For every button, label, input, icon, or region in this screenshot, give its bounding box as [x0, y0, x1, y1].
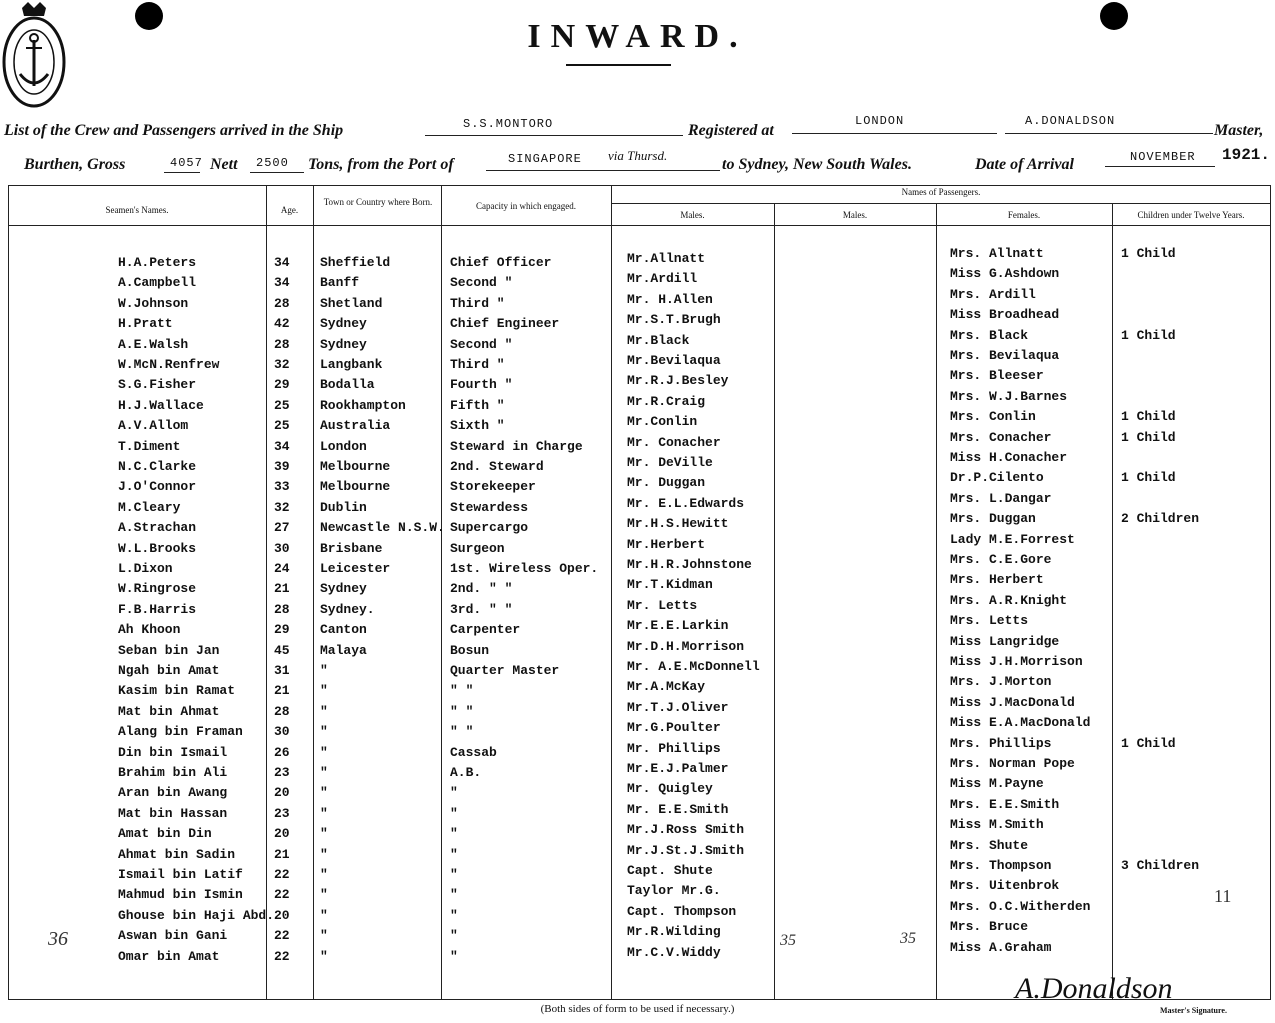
document-title: INWARD. — [527, 18, 748, 55]
seaman-capacity: Steward in Charge — [450, 438, 583, 454]
seaman-birthplace: " — [320, 948, 328, 964]
via-handwritten: via Thursd. — [608, 148, 668, 163]
seaman-age: 23 — [274, 805, 290, 821]
seaman-capacity: " " — [450, 683, 474, 699]
col-header-capacity: Capacity in which engaged. — [476, 201, 576, 211]
seaman-age: 21 — [274, 846, 290, 862]
seaman-capacity: " — [450, 805, 458, 821]
male-passenger: Mr. A.E.McDonnell — [627, 659, 760, 674]
seaman-birthplace: " — [320, 765, 328, 780]
seaman-name: Seban bin Jan — [118, 642, 220, 658]
seaman-name: Mahmud bin Ismin — [118, 887, 243, 903]
female-passenger: Miss J.MacDonald — [950, 694, 1075, 710]
seaman-birthplace: Sydney — [320, 336, 367, 352]
tons-label: Tons, from the Port of — [308, 156, 454, 173]
seaman-age: 34 — [274, 275, 290, 291]
seaman-age: 22 — [274, 928, 290, 944]
seaman-capacity: Fifth " — [450, 397, 505, 413]
seaman-name: J.O'Connor — [118, 479, 197, 495]
male-passenger: Mr. Phillips — [627, 740, 721, 756]
anchor-seal-icon — [0, 0, 70, 112]
seaman-name: A.Strachan — [118, 520, 197, 536]
master-name: A.DONALDSON — [1025, 114, 1116, 128]
seaman-birthplace: " — [320, 703, 328, 719]
seaman-name: Brahim bin Ali — [118, 765, 228, 780]
seaman-age: 28 — [274, 601, 290, 617]
children-total-handwritten: 11 — [1214, 886, 1232, 906]
seaman-name: Ahmat bin Sadin — [118, 846, 236, 862]
seaman-name: A.V.Allom — [118, 418, 189, 434]
seaman-capacity: Second " — [450, 275, 513, 291]
gross-tons: 4057 — [170, 156, 203, 170]
seaman-capacity: " " — [450, 724, 474, 740]
female-passenger: Miss E.A.MacDonald — [950, 715, 1091, 731]
seaman-birthplace: Sydney — [320, 581, 367, 597]
female-passenger: Miss Broadhead — [950, 307, 1060, 323]
female-passenger: Mrs. E.E.Smith — [950, 796, 1060, 812]
seaman-birthplace: " — [320, 846, 328, 862]
seaman-age: 34 — [274, 255, 290, 270]
male-passenger: Mr. E.L.Edwards — [627, 495, 745, 511]
male-passenger: Capt. Thompson — [627, 903, 737, 919]
seaman-name: W.L.Brooks — [118, 540, 197, 556]
arrival-year: 1921. — [1222, 146, 1271, 164]
col-header-age: Age. — [280, 205, 299, 215]
seaman-name: A.E.Walsh — [118, 336, 189, 352]
seaman-birthplace: Banff — [320, 275, 360, 291]
seaman-name: Ah Khoon — [118, 622, 181, 638]
male-passenger: Mr.H.S.Hewitt — [627, 516, 729, 532]
seaman-capacity: " — [450, 826, 458, 842]
male-passenger: Mr. Conacher — [627, 434, 721, 450]
male-passenger: Mr. E.E.Smith — [627, 801, 729, 817]
seaman-birthplace: Melbourne — [320, 479, 391, 495]
male-passenger: Mr. Duggan — [627, 475, 706, 491]
seaman-age: 39 — [274, 459, 290, 474]
port-name: SINGAPORE — [508, 152, 582, 166]
children-count: 1 Child — [1121, 429, 1176, 445]
female-passenger: Mrs. W.J.Barnes — [950, 388, 1068, 404]
seaman-birthplace: Brisbane — [320, 540, 383, 556]
seaman-name: Amat bin Din — [118, 826, 212, 842]
seaman-age: 42 — [274, 316, 290, 332]
seaman-name: W.Johnson — [118, 295, 189, 311]
seaman-capacity: Sixth " — [450, 418, 505, 434]
seaman-birthplace: " — [320, 683, 328, 699]
registered-label: Registered at — [688, 122, 774, 139]
seaman-birthplace: " — [320, 724, 328, 740]
col-header-born: Town or Country where Born. — [323, 197, 433, 207]
seaman-capacity: " — [450, 846, 458, 862]
seaman-capacity: Surgeon — [450, 540, 505, 556]
female-passenger: Mrs. Herbert — [950, 572, 1044, 588]
female-passenger: Miss M.Payne — [950, 776, 1044, 792]
seaman-birthplace: Leicester — [320, 561, 391, 576]
seaman-birthplace: " — [320, 887, 328, 903]
seaman-birthplace: Malaya — [320, 642, 367, 658]
seaman-name: Alang bin Framan — [118, 724, 243, 740]
female-passenger: Mrs. Conacher — [950, 429, 1052, 445]
female-passenger: Mrs. Norman Pope — [950, 756, 1075, 771]
female-passenger: Miss M.Smith — [950, 817, 1044, 833]
seaman-birthplace: Sydney — [320, 316, 367, 332]
male-passenger: Mr. DeVille — [627, 455, 713, 470]
seaman-capacity: Supercargo — [450, 520, 529, 536]
seaman-capacity: Storekeeper — [450, 479, 536, 495]
seaman-name: Omar bin Amat — [118, 948, 220, 964]
seaman-capacity: Stewardess — [450, 499, 529, 515]
children-count: 2 Children — [1121, 511, 1200, 527]
seaman-age: 20 — [274, 907, 290, 923]
col-header-passengers: Names of Passengers. — [901, 187, 981, 197]
seaman-name: H.A.Peters — [118, 255, 197, 270]
col-header-children: Children under Twelve Years. — [1137, 210, 1245, 220]
male-passenger: Mr. Quigley — [627, 781, 713, 797]
col-header-males: Males. — [680, 210, 705, 220]
crew-total-handwritten: 36 — [48, 928, 68, 950]
master-signature: A.Donaldson — [1015, 972, 1173, 1005]
children-count: 1 Child — [1121, 470, 1176, 486]
seaman-capacity: Chief Officer — [450, 255, 552, 270]
seaman-birthplace: " — [320, 663, 328, 678]
male-passenger: Mr.J.Ross Smith — [627, 822, 745, 838]
seaman-birthplace: " — [320, 826, 328, 842]
seaman-birthplace: " — [320, 867, 328, 882]
seaman-age: 25 — [274, 397, 290, 413]
seaman-capacity: " — [450, 867, 458, 882]
col-header-males: Males. — [842, 210, 868, 220]
seaman-capacity: " " — [450, 703, 474, 719]
female-passenger: Mrs. C.E.Gore — [950, 552, 1052, 567]
male-passenger: Mr. Letts — [627, 597, 698, 613]
male-passenger: Mr.G.Poulter — [627, 720, 721, 736]
arrival-label: Date of Arrival — [975, 156, 1074, 173]
col-header-females: Females. — [1007, 210, 1041, 220]
seaman-birthplace: Shetland — [320, 295, 383, 311]
seaman-age: 34 — [274, 438, 290, 454]
female-passenger: Mrs. Shute — [950, 837, 1029, 853]
seaman-name: M.Cleary — [118, 499, 181, 515]
seaman-age: 24 — [274, 561, 290, 576]
seaman-name: Ghouse bin Haji Abd. — [118, 907, 275, 923]
male-passenger: Mr.E.E.Larkin — [627, 618, 729, 634]
seaman-capacity: Third " — [450, 295, 505, 311]
female-passenger: Mrs. Bleeser — [950, 368, 1044, 384]
male-passenger: Mr.D.H.Morrison — [627, 638, 745, 654]
female-passenger: Dr.P.Cilento — [950, 470, 1044, 486]
seaman-birthplace: " — [320, 744, 328, 760]
female-passenger: Mrs. Thompson — [950, 858, 1052, 873]
female-passenger: Mrs. Duggan — [950, 511, 1036, 527]
children-count: 1 Child — [1121, 409, 1176, 425]
seaman-birthplace: Langbank — [320, 357, 383, 372]
male-passenger: Mr.Bevilaqua — [627, 353, 721, 368]
seaman-birthplace: Bodalla — [320, 377, 375, 393]
nett-label: Nett — [210, 156, 238, 173]
seaman-birthplace: " — [320, 907, 328, 923]
seaman-birthplace: Rookhampton — [320, 397, 406, 413]
seaman-name: Ismail bin Latif — [118, 867, 243, 882]
male-passenger: Capt. Shute — [627, 863, 713, 878]
male-passenger: Taylor Mr.G. — [627, 883, 721, 899]
female-passenger: Mrs. Ardill — [950, 286, 1036, 302]
seaman-capacity: Chief Engineer — [450, 316, 560, 332]
master-label: Master, — [1214, 122, 1264, 139]
destination-label: to Sydney, New South Wales. — [722, 156, 912, 173]
seaman-birthplace: Sheffield — [320, 255, 391, 270]
male-passenger: Mr.Ardill — [627, 271, 698, 287]
seaman-age: 23 — [274, 765, 290, 780]
burthen-label: Burthen, Gross — [24, 156, 126, 173]
seaman-age: 21 — [274, 683, 290, 699]
signature-label: Master's Signature. — [1160, 1006, 1227, 1015]
seaman-name: Kasim bin Ramat — [118, 683, 236, 699]
male-passenger: Mr.H.R.Johnstone — [627, 557, 752, 572]
male-passenger: Mr.T.Kidman — [627, 577, 713, 593]
seaman-name: W.McN.Renfrew — [118, 357, 220, 372]
male-passenger: Mr.Herbert — [627, 536, 706, 552]
female-passenger: Mrs. Bevilaqua — [950, 348, 1060, 363]
seaman-age: 22 — [274, 867, 290, 882]
title-underline — [566, 64, 671, 66]
males-total-handwritten: 35 — [900, 930, 916, 947]
female-passenger: Mrs. Allnatt — [950, 246, 1044, 261]
seaman-name: Mat bin Ahmat — [118, 703, 220, 719]
male-passenger: Mr.S.T.Brugh — [627, 312, 721, 328]
seaman-birthplace: Sydney. — [320, 601, 375, 617]
seaman-age: 32 — [274, 357, 290, 372]
seaman-age: 27 — [274, 520, 290, 536]
female-passenger: Mrs. O.C.Witherden — [950, 898, 1091, 914]
seaman-capacity: Cassab — [450, 744, 497, 760]
seaman-age: 22 — [274, 887, 290, 903]
male-passenger: Mr.A.McKay — [627, 679, 706, 695]
col-header-seamen: Seamen's Names. — [105, 205, 169, 215]
seaman-capacity: " — [450, 928, 458, 944]
male-passenger: Mr.R.Wilding — [627, 924, 721, 940]
male-passenger: Mr.Allnatt — [627, 251, 706, 266]
male-passenger: Mr.E.J.Palmer — [627, 761, 729, 776]
ship-name: S.S.MONTORO — [463, 117, 554, 131]
seaman-capacity: Third " — [450, 357, 505, 372]
seaman-age: 28 — [274, 336, 290, 352]
seaman-capacity: Fourth " — [450, 377, 513, 393]
male-passenger: Mr.Conlin — [627, 414, 698, 430]
female-passenger: Mrs. Phillips — [950, 735, 1052, 751]
female-passenger: Mrs. Conlin — [950, 409, 1036, 425]
male-passenger: Mr. H.Allen — [627, 291, 713, 307]
male-passenger: Mr.R.Craig — [627, 393, 706, 409]
children-count: 1 Child — [1121, 327, 1176, 343]
female-passenger: Mrs. Bruce — [950, 919, 1029, 935]
seaman-capacity: Second " — [450, 336, 513, 352]
seaman-capacity: 3rd. " " — [450, 601, 513, 617]
female-passenger: Miss H.Conacher — [950, 450, 1068, 465]
seaman-age: 29 — [274, 377, 290, 393]
seaman-name: S.G.Fisher — [118, 377, 197, 393]
male-passenger: Mr.T.J.Oliver — [627, 699, 729, 715]
female-passenger: Mrs. A.R.Knight — [950, 592, 1068, 608]
seaman-age: 20 — [274, 785, 290, 801]
seaman-name: H.J.Wallace — [118, 397, 204, 413]
children-count: 1 Child — [1121, 735, 1176, 751]
seaman-name: Mat bin Hassan — [118, 805, 228, 821]
seaman-birthplace: Dublin — [320, 499, 367, 515]
seaman-name: H.Pratt — [118, 316, 173, 332]
seaman-capacity: " — [450, 887, 458, 903]
male-passenger: Mr.C.V.Widdy — [627, 944, 721, 960]
males-total-handwritten: 35 — [780, 932, 796, 949]
seaman-birthplace: Newcastle N.S.W. — [320, 520, 445, 536]
seaman-birthplace: Melbourne — [320, 459, 391, 474]
female-passenger: Mrs. L.Dangar — [950, 490, 1052, 506]
seaman-age: 29 — [274, 622, 290, 638]
female-passenger: Lady M.E.Forrest — [950, 531, 1075, 547]
seaman-birthplace: " — [320, 785, 328, 801]
female-passenger: Miss G.Ashdown — [950, 266, 1060, 282]
seaman-name: W.Ringrose — [118, 581, 197, 597]
seaman-age: 21 — [274, 581, 290, 597]
seaman-age: 45 — [274, 642, 290, 658]
arrival-month: NOVEMBER — [1130, 150, 1196, 164]
seaman-birthplace: " — [320, 928, 328, 944]
seaman-capacity: " — [450, 948, 458, 964]
seaman-capacity: Carpenter — [450, 622, 521, 638]
seaman-capacity: 1st. Wireless Oper. — [450, 561, 599, 576]
seaman-capacity: 2nd. Steward — [450, 459, 544, 474]
male-passenger: Mr.Black — [627, 332, 690, 348]
seaman-capacity: 2nd. " " — [450, 581, 513, 597]
seaman-age: 28 — [274, 703, 290, 719]
seaman-birthplace: Australia — [320, 418, 391, 434]
seaman-age: 32 — [274, 499, 290, 515]
seaman-name: Din bin Ismail — [118, 744, 228, 760]
seaman-age: 33 — [274, 479, 290, 495]
seaman-age: 30 — [274, 540, 290, 556]
seaman-age: 30 — [274, 724, 290, 740]
female-passenger: Mrs. J.Morton — [950, 674, 1052, 690]
seaman-age: 26 — [274, 744, 290, 760]
seaman-capacity: " — [450, 907, 458, 923]
female-passenger: Mrs. Uitenbrok — [950, 878, 1060, 894]
seaman-name: N.C.Clarke — [118, 459, 197, 474]
seaman-age: 31 — [274, 663, 290, 678]
male-passenger: Mr.J.St.J.Smith — [627, 842, 745, 858]
seaman-capacity: Bosun — [450, 642, 490, 658]
female-passenger: Miss J.H.Morrison — [950, 654, 1083, 669]
seaman-name: Ngah bin Amat — [118, 663, 220, 678]
seaman-name: F.B.Harris — [118, 601, 197, 617]
children-count: 1 Child — [1121, 246, 1176, 261]
female-passenger: Miss A.Graham — [950, 939, 1052, 955]
seaman-capacity: A.B. — [450, 765, 482, 780]
seaman-capacity: Quarter Master — [450, 663, 560, 678]
registered-port: LONDON — [855, 114, 905, 128]
seaman-age: 20 — [274, 826, 290, 842]
seaman-age: 28 — [274, 295, 290, 311]
seaman-name: Aran bin Awang — [118, 785, 228, 801]
nett-tons: 2500 — [256, 156, 289, 170]
female-passenger: Mrs. Black — [950, 327, 1029, 343]
list-label: List of the Crew and Passengers arrived in the Ship — [4, 122, 344, 139]
seaman-name: Aswan bin Gani — [118, 928, 228, 944]
seaman-birthplace: Canton — [320, 622, 367, 638]
female-passenger: Miss Langridge — [950, 633, 1060, 649]
seaman-birthplace: " — [320, 805, 328, 821]
children-count: 3 Children — [1121, 858, 1200, 873]
seaman-name: L.Dixon — [118, 561, 173, 576]
seaman-capacity: " — [450, 785, 458, 801]
female-passenger: Mrs. Letts — [950, 613, 1029, 629]
seaman-birthplace: London — [320, 438, 367, 454]
seaman-name: A.Campbell — [118, 275, 197, 291]
seaman-name: T.Diment — [118, 438, 181, 454]
footer-note: (Both sides of form to be used if necessary.) — [540, 1003, 735, 1015]
male-passenger: Mr.R.J.Besley — [627, 373, 729, 389]
seaman-age: 22 — [274, 948, 290, 964]
seaman-age: 25 — [274, 418, 290, 434]
